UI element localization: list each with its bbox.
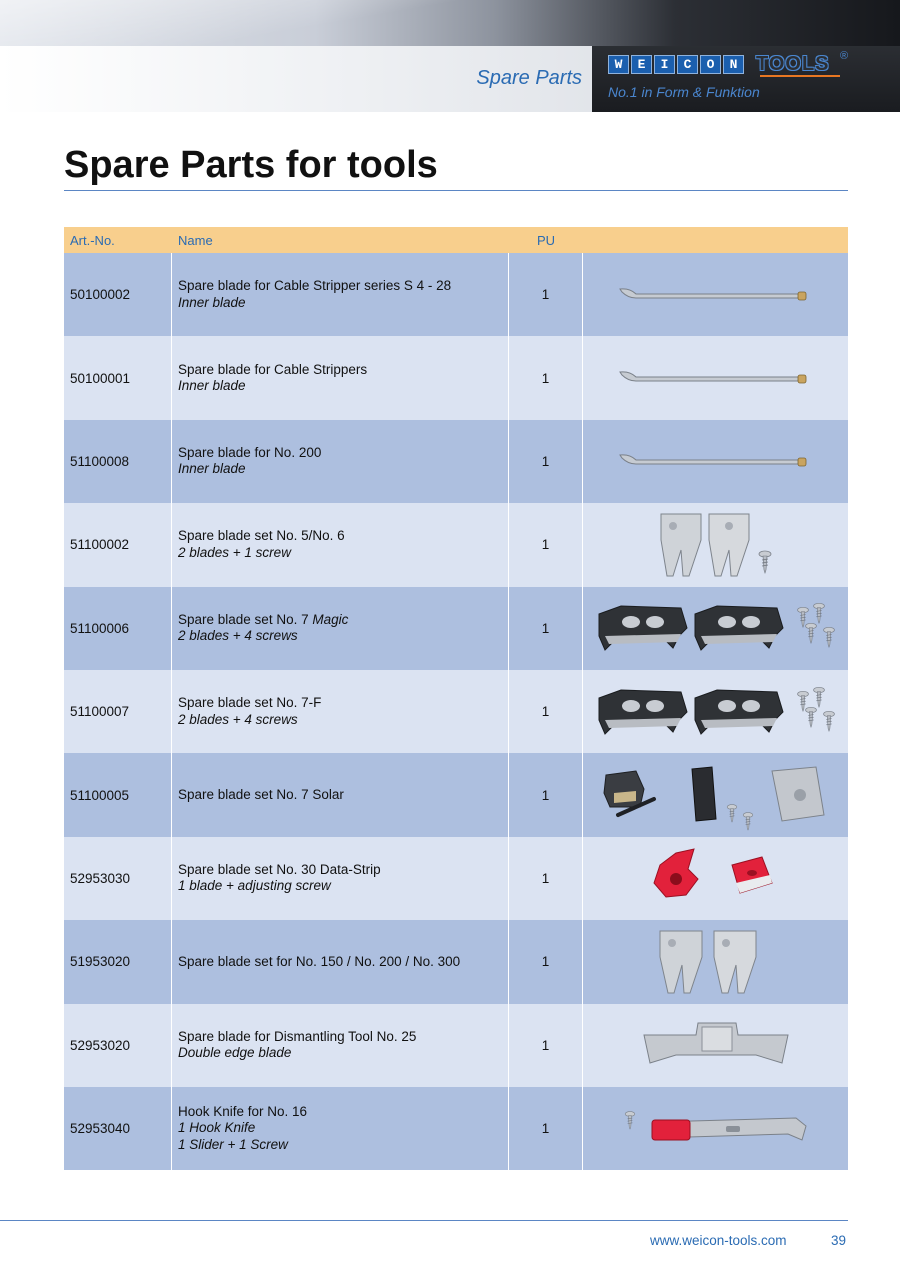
logo-letter: C [677,55,698,74]
table-row [64,753,848,836]
packing-unit: 1 [509,420,583,503]
product-name-cell [172,920,509,1003]
page-title: Spare Parts for tools [64,144,438,186]
product-description: Inner blade [178,378,246,394]
product-image-hook-knife [583,1087,848,1170]
logo-wordmark [608,55,746,74]
logo-letter: N [723,55,744,74]
product-name-cell [172,670,509,753]
logo-slogan: No.1 in Form & Funktion [608,84,760,100]
article-number: 52953040 [64,1087,172,1170]
logo-letter: E [631,55,652,74]
logo-letter: W [608,55,629,74]
product-name: Spare blade set No. 30 Data-Strip [178,861,381,877]
table-row [64,587,848,670]
packing-unit: 1 [509,1004,583,1087]
title-divider [64,190,848,191]
table-row [64,837,848,920]
logo-letter: I [654,55,675,74]
product-description: Inner blade [178,294,246,310]
header-banner [0,0,900,46]
product-description: 1 blade + adjusting screw [178,878,331,894]
product-image-plate-blades [583,587,848,670]
article-number: 52953030 [64,837,172,920]
product-name-cell [172,503,509,586]
product-name-cell [172,1087,509,1170]
article-number: 51953020 [64,920,172,1003]
logo-letter: O [700,55,721,74]
product-description: 1 Hook Knife [178,1120,256,1136]
page-number: 39 [831,1233,847,1248]
table-header [64,227,848,253]
article-number: 51100002 [64,503,172,586]
packing-unit: 1 [509,336,583,419]
logo-underline [760,75,840,77]
table-row [64,670,848,753]
product-name: Spare blade for Dismantling Tool No. 25 [178,1028,417,1044]
logo-tools-text: TOOLS [756,53,830,75]
packing-unit: 1 [509,253,583,336]
article-number: 52953020 [64,1004,172,1087]
table-body [64,253,848,1170]
product-name-cell [172,837,509,920]
product-name-cell [172,587,509,670]
section-title: Spare Parts [476,67,582,89]
product-image-solar-set [583,753,848,836]
product-image-plate-blades [583,670,848,753]
product-name-cell [172,253,509,336]
product-name-cell [172,753,509,836]
table-row [64,920,848,1003]
article-number: 50100002 [64,253,172,336]
product-description-2: 1 Slider + 1 Screw [178,1136,288,1152]
product-name-variant: Magic [312,611,349,627]
product-description: Inner blade [178,461,246,477]
header-pu: PU [536,232,556,248]
product-name: Spare blade for Cable Strippers [178,361,368,377]
table-row [64,1004,848,1087]
header-name: Name [178,232,213,248]
table-row [64,420,848,503]
header-art-no: Art.-No. [70,232,115,248]
product-description: 2 blades + 4 screws [178,711,298,727]
logo-registered-mark: ® [840,50,849,62]
table-row [64,503,848,586]
product-name: Spare blade set No. 7 [178,611,313,627]
packing-unit: 1 [509,920,583,1003]
product-name: Spare blade set No. 7-F [178,695,322,711]
packing-unit: 1 [509,587,583,670]
product-image-red-screw-blade [583,837,848,920]
product-description: 2 blades + 4 screws [178,628,298,644]
product-image-inner-blade [583,420,848,503]
product-name-cell [172,420,509,503]
article-number: 51100006 [64,587,172,670]
article-number: 50100001 [64,336,172,419]
product-name: Spare blade set No. 7 Solar [178,786,344,802]
table-row [64,1087,848,1170]
product-name: Spare blade for No. 200 [178,444,322,460]
header-image [583,227,848,253]
article-number: 51100005 [64,753,172,836]
product-description: 2 blades + 1 screw [178,544,291,560]
product-image-inner-blade [583,253,848,336]
product-name-cell [172,1004,509,1087]
footer-url[interactable]: www.weicon-tools.com [650,1233,787,1248]
spare-parts-table [64,227,848,1170]
footer-divider [0,1220,848,1221]
article-number: 51100008 [64,420,172,503]
product-image-v-blades [583,920,848,1003]
product-name: Spare blade for Cable Stripper series S 4 - 28 [178,278,452,294]
product-description: Double edge blade [178,1045,292,1061]
product-name: Spare blade set for No. 150 / No. 200 / No. 300 [178,953,461,969]
article-number: 51100007 [64,670,172,753]
product-image-double-edge [583,1004,848,1087]
product-image-v-blades-screw [583,503,848,586]
packing-unit: 1 [509,1087,583,1170]
packing-unit: 1 [509,837,583,920]
product-image-inner-blade [583,336,848,419]
product-name-cell [172,336,509,419]
packing-unit: 1 [509,503,583,586]
table-row [64,336,848,419]
product-name: Spare blade set No. 5/No. 6 [178,528,345,544]
packing-unit: 1 [509,753,583,836]
table-row [64,253,848,336]
weicon-tools-logo [592,46,900,112]
packing-unit: 1 [509,670,583,753]
product-name: Hook Knife for No. 16 [178,1103,308,1119]
